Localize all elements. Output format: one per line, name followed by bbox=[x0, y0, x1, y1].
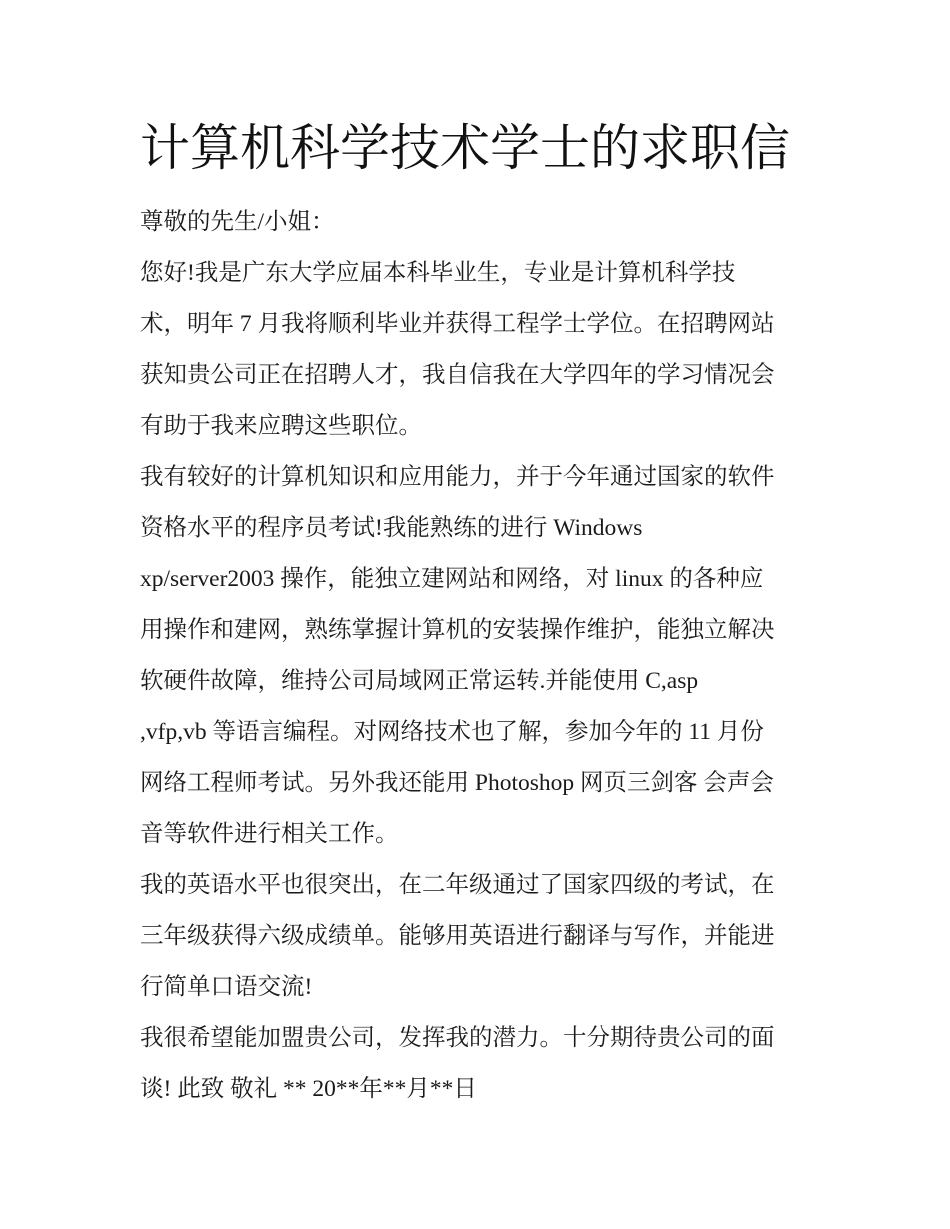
paragraph-line: 我的英语水平也很突出，在二年级通过了国家四级的考试，在 bbox=[140, 872, 775, 898]
paragraph-line: 获知贵公司正在招聘人才，我自信我在大学四年的学习情况会 bbox=[140, 362, 775, 388]
paragraph-line: 软硬件故障，维持公司局域网正常运转.并能使用 C,asp bbox=[140, 668, 699, 694]
paragraph-line: 我有较好的计算机知识和应用能力，并于今年通过国家的软件 bbox=[140, 464, 775, 490]
paragraph-line: xp/server2003 操作，能独立建网站和网络，对 linux 的各种应 bbox=[140, 566, 764, 592]
document-title: 计算机科学技术学士的求职信 bbox=[140, 119, 790, 177]
letter-body bbox=[140, 197, 820, 1115]
paragraph-line: 资格水平的程序员考试!我能熟练的进行 Windows bbox=[140, 515, 643, 541]
paragraph-line: 我很希望能加盟贵公司，发挥我的潜力。十分期待贵公司的面 bbox=[140, 1025, 775, 1051]
paragraph-line: 行简单口语交流! bbox=[140, 974, 313, 1000]
paragraph-line: 音等软件进行相关工作。 bbox=[140, 821, 399, 847]
paragraph-line: 您好!我是广东大学应届本科毕业生，专业是计算机科学技 bbox=[140, 260, 736, 286]
paragraph-line: 网络工程师考试。另外我还能用 Photoshop 网页三剑客 会声会 bbox=[140, 770, 774, 796]
paragraph-line: 术，明年 7 月我将顺利毕业并获得工程学士学位。在招聘网站 bbox=[140, 311, 775, 337]
paragraph-line: 有助于我来应聘这些职位。 bbox=[140, 413, 422, 439]
paragraph-line: 用操作和建网，熟练掌握计算机的安装操作维护，能独立解决 bbox=[140, 617, 775, 643]
paragraph-line: ,vfp,vb 等语言编程。对网络技术也了解，参加今年的 11 月份 bbox=[140, 719, 764, 745]
salutation-line: 尊敬的先生/小姐： bbox=[140, 209, 335, 235]
closing-line: 谈! 此致 敬礼 ** 20**年**月**日 bbox=[140, 1076, 477, 1102]
paragraph-line: 三年级获得六级成绩单。能够用英语进行翻译与写作，并能进 bbox=[140, 923, 775, 949]
